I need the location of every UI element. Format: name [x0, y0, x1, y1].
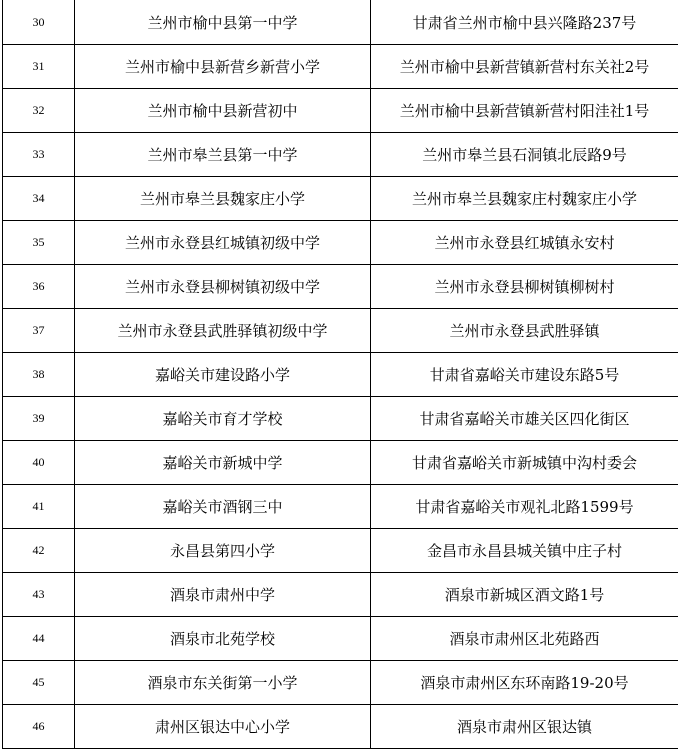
school-address: 兰州市皋兰县魏家庄村魏家庄小学 [371, 177, 678, 221]
row-number: 31 [3, 45, 75, 89]
school-address: 甘肃省嘉峪关市观礼北路1599号 [371, 485, 678, 529]
row-number: 45 [3, 661, 75, 705]
table-row [3, 441, 678, 485]
table-row [3, 485, 678, 529]
table-row [3, 0, 678, 45]
row-number: 39 [3, 397, 75, 441]
school-address: 兰州市永登县红城镇永安村 [371, 221, 678, 265]
table-row [3, 661, 678, 705]
school-name: 兰州市榆中县新营初中 [75, 89, 371, 133]
table-row [3, 705, 678, 749]
school-address: 甘肃省兰州市榆中县兴隆路237号 [371, 0, 678, 45]
row-number: 32 [3, 89, 75, 133]
table-row [3, 309, 678, 353]
table-row [3, 573, 678, 617]
school-address: 甘肃省嘉峪关市雄关区四化街区 [371, 397, 678, 441]
table-row [3, 133, 678, 177]
school-address: 兰州市榆中县新营镇新营村阳洼社1号 [371, 89, 678, 133]
table-row [3, 265, 678, 309]
school-name: 兰州市永登县柳树镇初级中学 [75, 265, 371, 309]
table-row [3, 177, 678, 221]
table-row [3, 529, 678, 573]
school-name: 兰州市榆中县第一中学 [75, 0, 371, 45]
school-name: 兰州市皋兰县魏家庄小学 [75, 177, 371, 221]
row-number: 36 [3, 265, 75, 309]
row-number: 37 [3, 309, 75, 353]
row-number: 46 [3, 705, 75, 749]
row-number: 40 [3, 441, 75, 485]
table-body [3, 0, 678, 749]
school-address: 兰州市永登县柳树镇柳树村 [371, 265, 678, 309]
school-name: 兰州市榆中县新营乡新营小学 [75, 45, 371, 89]
row-number: 34 [3, 177, 75, 221]
table-row [3, 617, 678, 661]
school-name: 嘉峪关市建设路小学 [75, 353, 371, 397]
school-name: 兰州市永登县武胜驿镇初级中学 [75, 309, 371, 353]
row-number: 44 [3, 617, 75, 661]
table-row [3, 353, 678, 397]
school-address: 酒泉市肃州区东环南路19-20号 [371, 661, 678, 705]
school-address: 酒泉市肃州区银达镇 [371, 705, 678, 749]
row-number: 30 [3, 0, 75, 45]
school-name: 兰州市永登县红城镇初级中学 [75, 221, 371, 265]
school-name: 酒泉市东关街第一小学 [75, 661, 371, 705]
school-address: 兰州市皋兰县石洞镇北辰路9号 [371, 133, 678, 177]
school-name: 酒泉市北苑学校 [75, 617, 371, 661]
row-number: 43 [3, 573, 75, 617]
school-name: 嘉峪关市育才学校 [75, 397, 371, 441]
school-name: 永昌县第四小学 [75, 529, 371, 573]
school-name: 酒泉市肃州中学 [75, 573, 371, 617]
school-address: 酒泉市肃州区北苑路西 [371, 617, 678, 661]
school-address: 兰州市榆中县新营镇新营村东关社2号 [371, 45, 678, 89]
school-name: 嘉峪关市酒钢三中 [75, 485, 371, 529]
row-number: 33 [3, 133, 75, 177]
school-address: 金昌市永昌县城关镇中庄子村 [371, 529, 678, 573]
school-name: 兰州市皋兰县第一中学 [75, 133, 371, 177]
table-row [3, 221, 678, 265]
row-number: 38 [3, 353, 75, 397]
school-address: 甘肃省嘉峪关市新城镇中沟村委会 [371, 441, 678, 485]
school-address: 酒泉市新城区酒文路1号 [371, 573, 678, 617]
school-name: 嘉峪关市新城中学 [75, 441, 371, 485]
school-name: 肃州区银达中心小学 [75, 705, 371, 749]
school-address: 甘肃省嘉峪关市建设东路5号 [371, 353, 678, 397]
school-table [2, 0, 678, 749]
table-row [3, 89, 678, 133]
row-number: 35 [3, 221, 75, 265]
row-number: 42 [3, 529, 75, 573]
school-address: 兰州市永登县武胜驿镇 [371, 309, 678, 353]
row-number: 41 [3, 485, 75, 529]
table-row [3, 397, 678, 441]
table-row [3, 45, 678, 89]
